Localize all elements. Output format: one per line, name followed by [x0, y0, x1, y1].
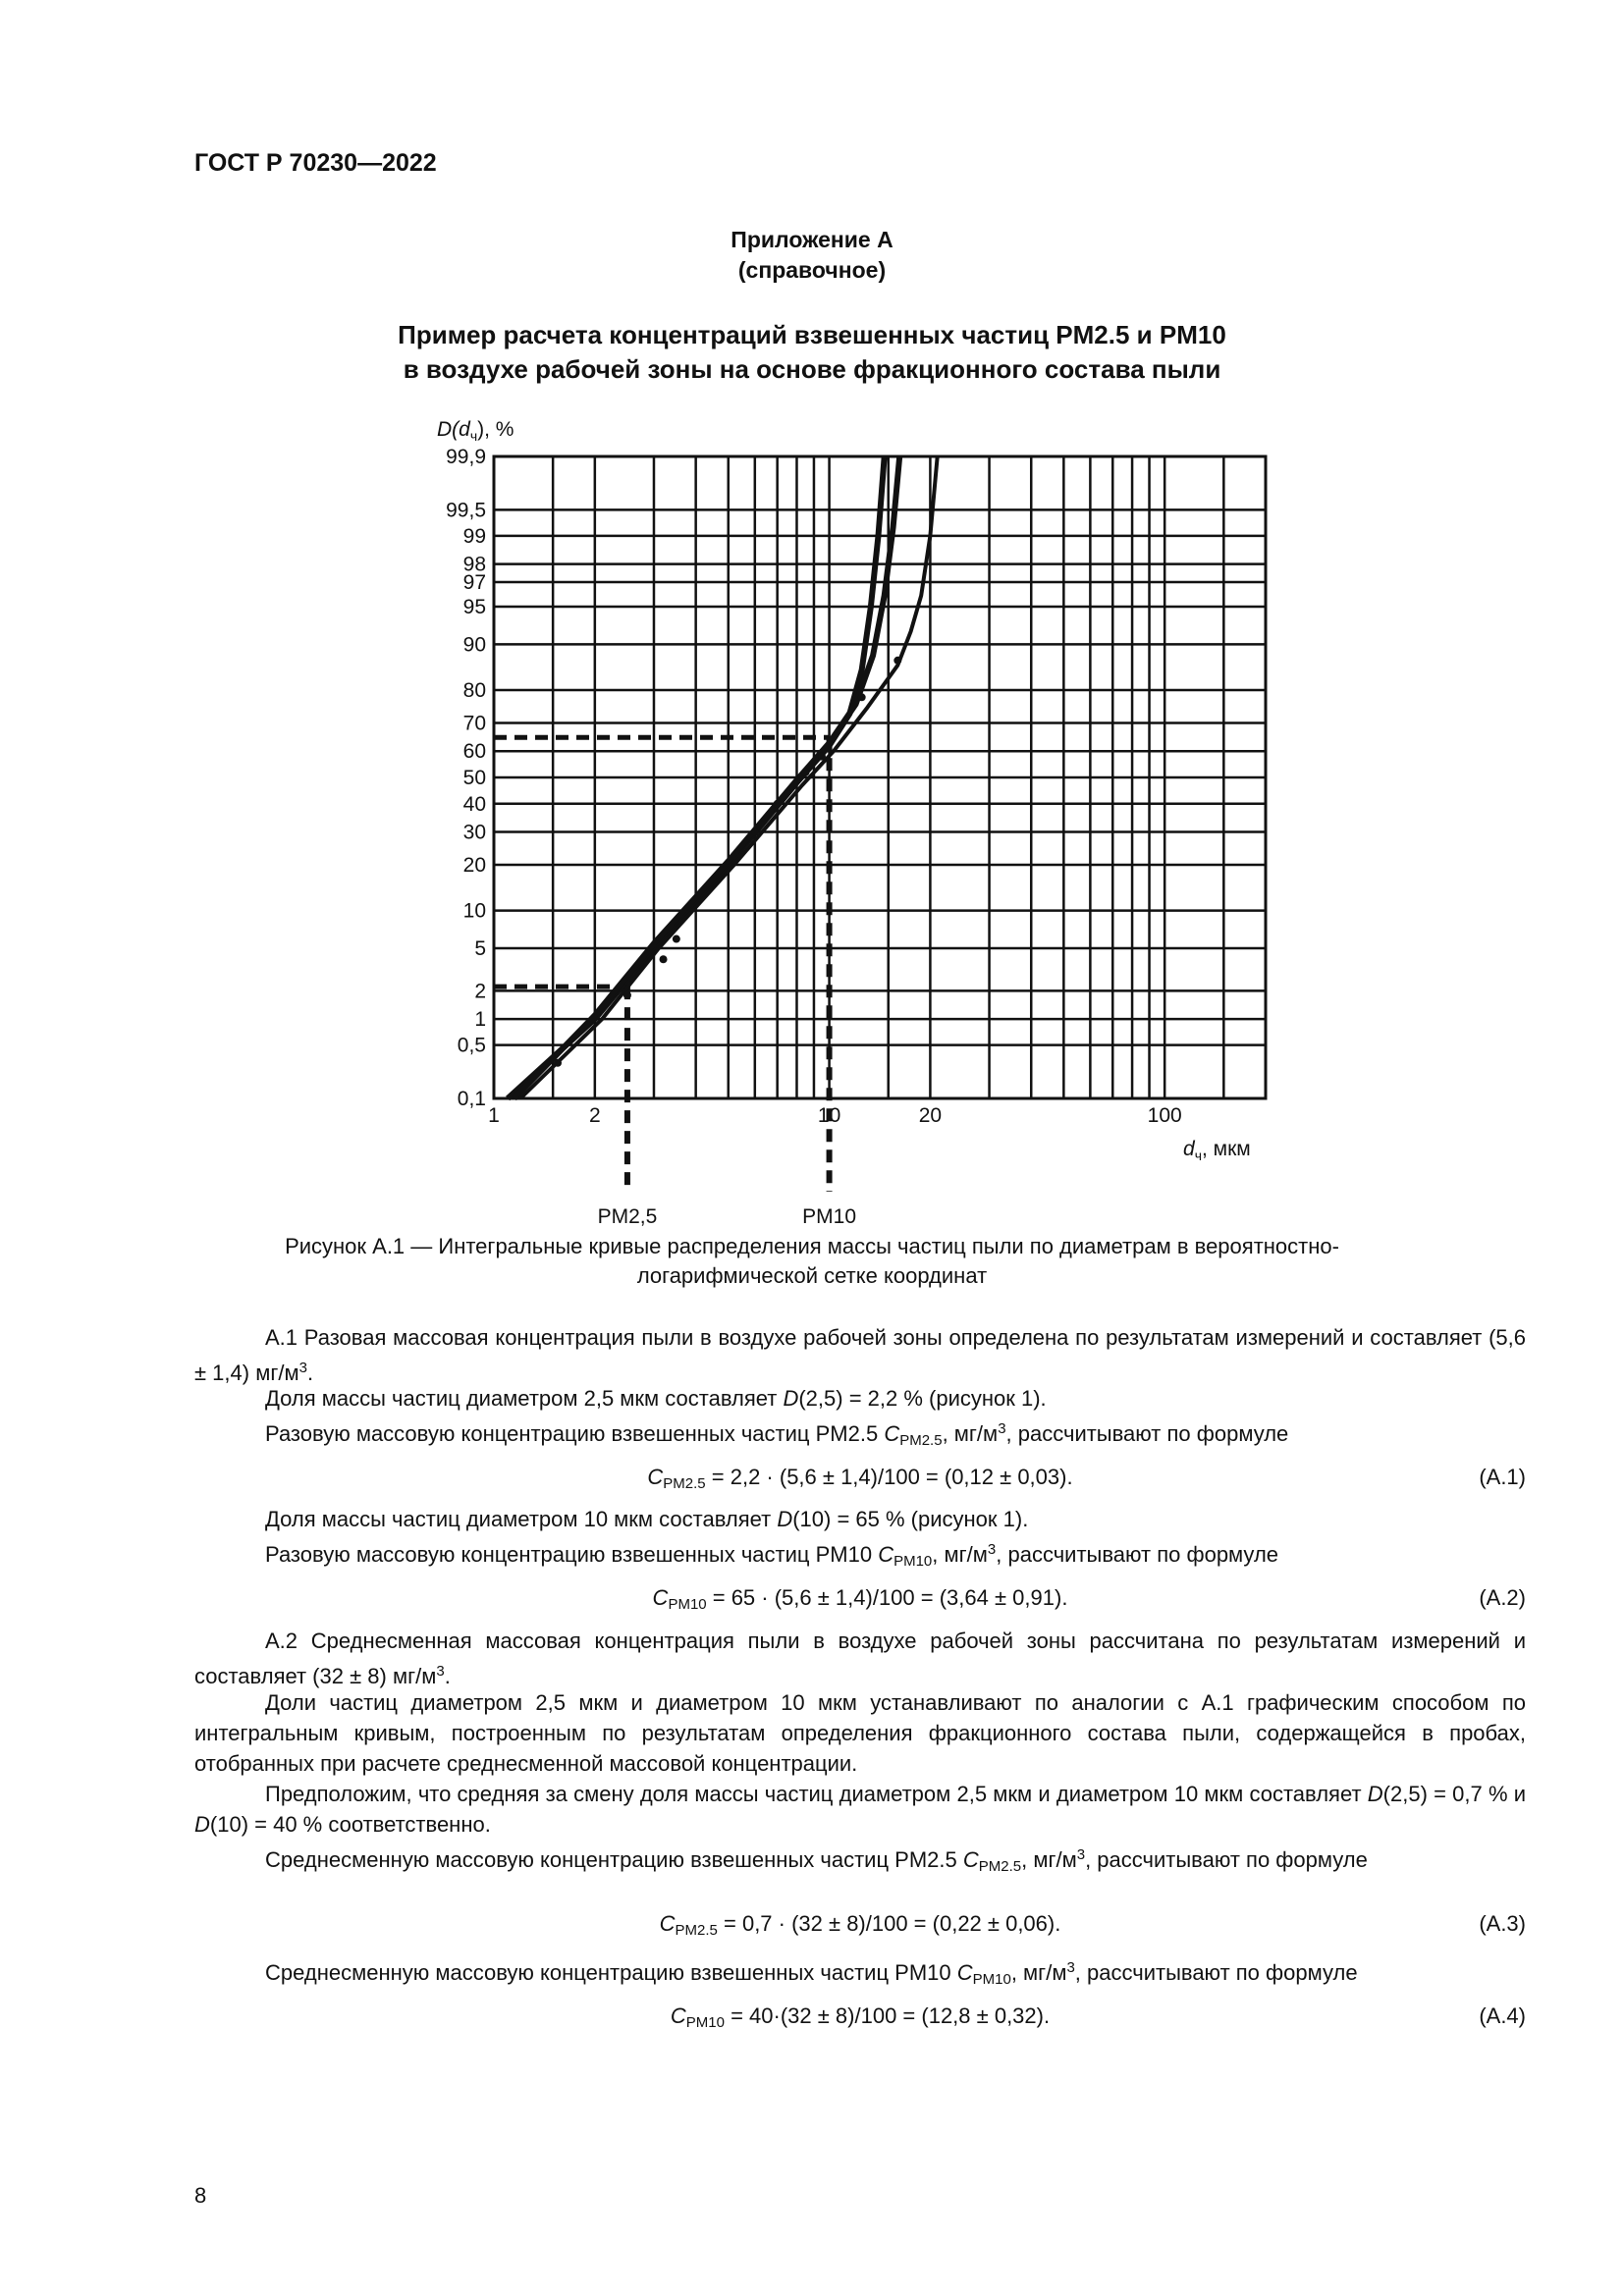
y-tick-label: 90 [462, 633, 486, 657]
y-tick-label: 97 [462, 570, 486, 594]
paragraph-formula-intro-1: Разовую массовую концентрацию взвешенных частиц PM2.5 $C_{PM2.5}$, $мг/м^3$, рассчитывают по формуле [265, 1420, 1289, 1449]
y-tick-label: 70 [462, 712, 486, 735]
data-point [801, 769, 809, 776]
y-tick-label: 99 [462, 524, 486, 548]
y-tick-label: 0,1 [457, 1088, 486, 1110]
data-point [893, 657, 901, 665]
x-tick-label: 10 [817, 1104, 841, 1127]
paragraph-a1: А.1 Разовая массовая концентрация пыли в воздухе рабочей зоны определена по результатам измерений и составляет (5,6 ± 1,4) $мг/м^3$. [194, 1325, 1526, 1385]
document-code: ГОСТ Р 70230—2022 [194, 149, 437, 177]
y-tick-label: 60 [462, 740, 486, 764]
x-tick-labels [488, 1104, 1182, 1127]
paragraph-assumption: Предположим, что средняя за смену доля массы частиц диаметром 2,5 мкм и диаметром 10 мкм составляет D(2,5) = 0,7 % и D(10) = 40 % соответственно. [194, 1782, 1527, 1837]
formula-a2: $C_{PM10} = 65 \cdot (5,6 \pm 1,4)/100 = (3,64 \pm 0,91)$. (А.2) [652, 1585, 1526, 1613]
paragraph-formula-intro-3: Среднесменную массовую концентрацию взвешенных частиц PM2.5 $C_{PM2.5}$, $мг/м^3$, рассчитывают по формуле [265, 1846, 1368, 1875]
formula-a4: $C_{PM10} = 40\cdot(32 \pm 8)/100 = (12,8 \pm 0,32)$. (А.4) [670, 2003, 1526, 2031]
appendix-title: Приложение А [731, 227, 893, 252]
x-tick-label: 2 [588, 1104, 601, 1127]
y-tick-label: 80 [462, 678, 486, 702]
y-tick-label: 30 [462, 821, 486, 844]
marker-labels [598, 1205, 856, 1228]
data-point [751, 828, 759, 835]
y-axis-label: $D(d_ч)$, % [437, 418, 514, 444]
figure-caption-line-1: Рисунок А.1 — Интегральные кривые распределения массы частиц пыли по диаметрам в вероятностно- [285, 1234, 1339, 1258]
y-tick-label: 5 [474, 937, 486, 961]
y-tick-label: 1 [474, 1008, 486, 1032]
paragraph-graphic-method: Доли частиц диаметром 2,5 мкм и диаметром 10 мкм устанавливают по аналогии с А.1 графическим способом по интегральным кривым, построенным по результатам определения фракционного состава пыли, содержащейся в пробах, отобранных при расчете среднесменной массовой концентрации. [194, 1690, 1526, 1776]
figure-caption [0, 1232, 1624, 1291]
y-tick-labels [446, 446, 486, 1110]
y-tick-label: 95 [462, 595, 486, 618]
x-tick-label: 100 [1147, 1104, 1182, 1127]
paragraph-share-2-5: Доля массы частиц диаметром 2,5 мкм составляет D(2,5) = 2,2 % (рисунок 1). [265, 1386, 1047, 1411]
data-point [554, 1059, 562, 1067]
y-tick-label: 98 [462, 553, 486, 576]
paragraph-share-10: Доля массы частиц диаметром 10 мкм составляет D(10) = 65 % (рисунок 1). [265, 1507, 1029, 1531]
y-tick-label: 99,9 [446, 446, 486, 468]
data-point [673, 935, 680, 943]
formula-a1: $C_{PM2.5} = 2,2 \cdot (5,6 \pm 1,4)/100 = (0,12 \pm 0,03)$. (А.1) [647, 1465, 1526, 1492]
marker-label: PM10 [802, 1205, 857, 1228]
y-tick-label: 99,5 [446, 499, 486, 522]
section-heading-line-1: Пример расчета концентраций взвешенных частиц PM2.5 и PM10 [398, 320, 1226, 349]
x-axis-label: $d_ч$, мкм [1183, 1138, 1251, 1163]
data-point [774, 800, 782, 808]
y-tick-label: 40 [462, 792, 486, 816]
y-tick-label: 2 [474, 980, 486, 1003]
y-tick-label: 50 [462, 767, 486, 789]
data-point [660, 955, 668, 963]
paragraph-formula-intro-4: Среднесменную массовую концентрацию взвешенных частиц PM10 $C_{PM10}$, $мг/м^3$, рассчитывают по формуле [265, 1959, 1358, 1988]
paragraph-a2: А.2 Среднесменная массовая концентрация пыли в воздухе рабочей зоны рассчитана по результатам измерений и составляет (32 ± 8) $мг/м^3$. [194, 1629, 1526, 1688]
formula-a3: $C_{PM2.5} = 0,7 \cdot (32 \pm 8)/100 = (0,22 \pm 0,06)$. (А.3) [659, 1911, 1526, 1939]
x-tick-label: 20 [918, 1104, 943, 1127]
y-tick-label: 10 [462, 899, 486, 923]
data-point [858, 693, 866, 701]
y-tick-label: 20 [462, 854, 486, 878]
y-tick-label: 0,5 [457, 1034, 486, 1057]
paragraph-formula-intro-2: Разовую массовую концентрацию взвешенных частиц PM10 $C_{PM10}$, $мг/м^3$, рассчитывают по формуле [265, 1541, 1279, 1570]
data-point [818, 753, 826, 761]
section-heading-line-2: в воздухе рабочей зоны на основе фракционного состава пыли [403, 354, 1221, 384]
marker-label: PM2,5 [597, 1205, 658, 1228]
x-tick-label: 1 [488, 1104, 500, 1127]
page-number: 8 [194, 2183, 207, 2208]
appendix-subtitle: (справочное) [737, 257, 887, 283]
data-point [623, 991, 631, 999]
figure-caption-line-2: логарифмической сетке координат [636, 1263, 988, 1288]
